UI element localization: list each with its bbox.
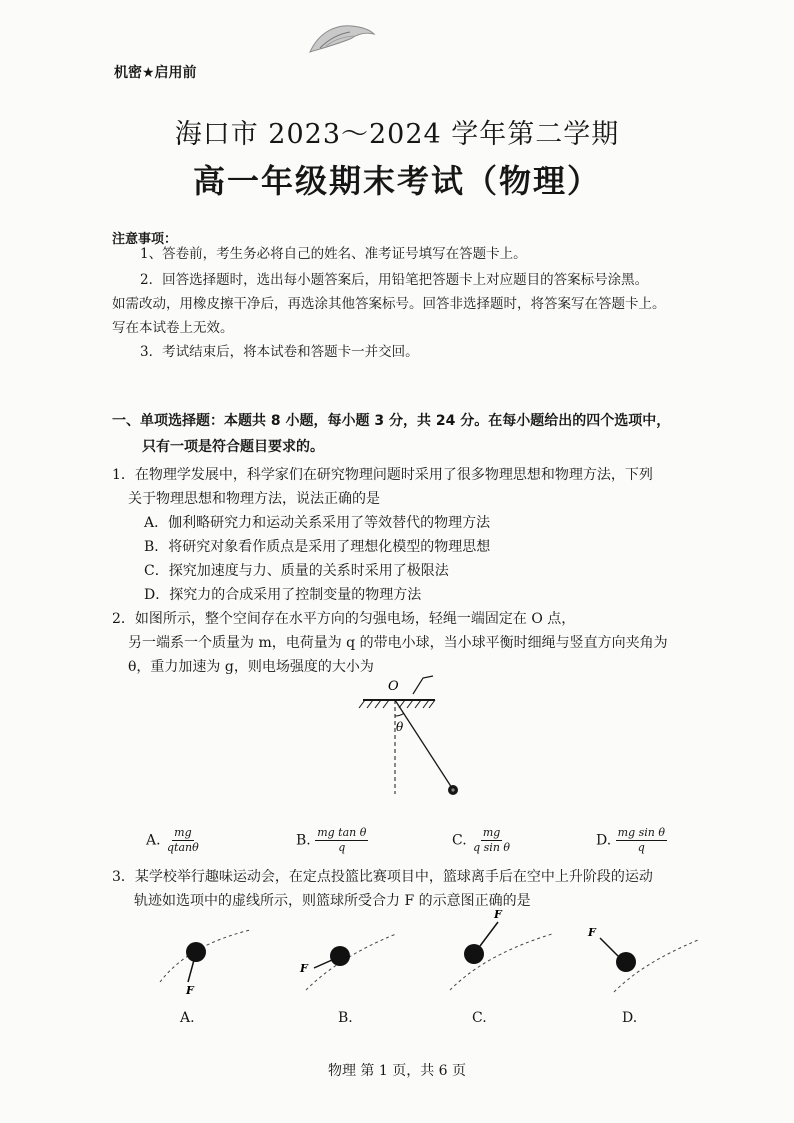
q2-option-d: D. $\frac{\text{mg sin θ}}{q}$ <box>596 826 665 854</box>
force-label-b: F <box>300 962 308 975</box>
force-label-d: F <box>588 926 596 939</box>
q2-stem-line1: 2．如图所示，整个空间存在水平方向的匀强电场，轻绳一端固定在 O 点， <box>112 611 576 627</box>
notice-item-2b: 如需改动，用橡皮擦干净后，再选涂其他答案标号。回答非选择题时，将答案写在答题卡上。 <box>112 296 666 312</box>
q1-option-a: A．伽利略研究力和运动关系采用了等效替代的物理方法 <box>144 515 491 531</box>
q2-stem-line3: θ，重力加速为 g，则电场强度的大小为 <box>128 659 374 675</box>
q1-stem-line2: 关于物理思想和物理方法，说法正确的是 <box>128 491 380 507</box>
q1-option-b: B．将研究对象看作质点是采用了理想化模型的物理思想 <box>144 539 491 555</box>
fig-label-o: O <box>388 679 399 694</box>
q3-label-b: B. <box>338 1010 353 1026</box>
force-label-a: F <box>186 984 194 997</box>
fig-label-theta: θ <box>396 720 404 734</box>
q3-stem-line1: 3．某学校举行趣味运动会，在定点投篮比赛项目中，篮球离手后在空中上升阶段的运动 <box>112 869 653 885</box>
q1-option-c: C．探究加速度与力、质量的关系时采用了极限法 <box>144 563 449 579</box>
q2-option-b: B. $\frac{\text{mg tan θ}}{q}$ <box>296 826 367 854</box>
q3-diagram-a <box>150 920 260 1000</box>
page-footer: 物理 第 1 页，共 6 页 <box>327 1063 467 1079</box>
q2-stem-line2: 另一端系一个质量为 m，电荷量为 q 的带电小球，当小球平衡时细绳与竖直方向夹角为 <box>128 635 668 651</box>
section-heading-line2: 只有一项是符合题目要求的。 <box>142 439 324 455</box>
notice-item-2c: 写在本试卷上无效。 <box>112 320 234 336</box>
q1-option-d: D．探究力的合成采用了控制变量的物理方法 <box>144 587 422 603</box>
q3-label-a: A. <box>180 1010 195 1026</box>
q2-pendulum-figure <box>355 672 475 802</box>
notice-item-3: 3．考试结束后，将本试卷和答题卡一并交回。 <box>140 344 419 360</box>
force-label-c: F <box>494 908 502 921</box>
q2-option-c: C. $\frac{mg}{\text{q sin θ}}$ <box>452 826 511 854</box>
q3-diagram-b <box>296 920 406 1000</box>
q2-option-a: A. $\frac{mg}{qtan\theta}$ <box>146 826 199 854</box>
confidential-mark: 机密★启用前 <box>114 65 197 81</box>
notice-item-1: 1、答卷前，考生务必将自己的姓名、准考证号填写在答题卡上。 <box>140 246 527 262</box>
seal-stamp-icon <box>300 12 380 62</box>
q3-label-d: D. <box>622 1010 638 1026</box>
q3-diagram-c <box>440 906 560 1000</box>
exam-title-line2: 高一年级期末考试（物理） <box>192 162 601 200</box>
notice-heading: 注意事项： <box>112 232 178 247</box>
q3-diagram-d <box>584 916 704 1000</box>
q1-stem-line1: 1．在物理学发展中，科学家们在研究物理问题时采用了很多物理思想和物理方法，下列 <box>112 467 653 483</box>
notice-item-2a: 2．回答选择题时，选出每小题答案后，用铅笔把答题卡上对应题目的答案标号涂黑。 <box>140 272 649 288</box>
section-heading-line1: 一、单项选择题：本题共 8 小题，每小题 3 分，共 24 分。在每小题给出的四个选项中， <box>112 413 671 429</box>
q3-stem-line2: 轨迹如选项中的虚线所示，则篮球所受合力 F 的示意图正确的是 <box>134 893 531 909</box>
q3-label-c: C. <box>472 1010 487 1026</box>
exam-title-line1: 海口市 2023～2024 学年第二学期 <box>174 119 620 150</box>
